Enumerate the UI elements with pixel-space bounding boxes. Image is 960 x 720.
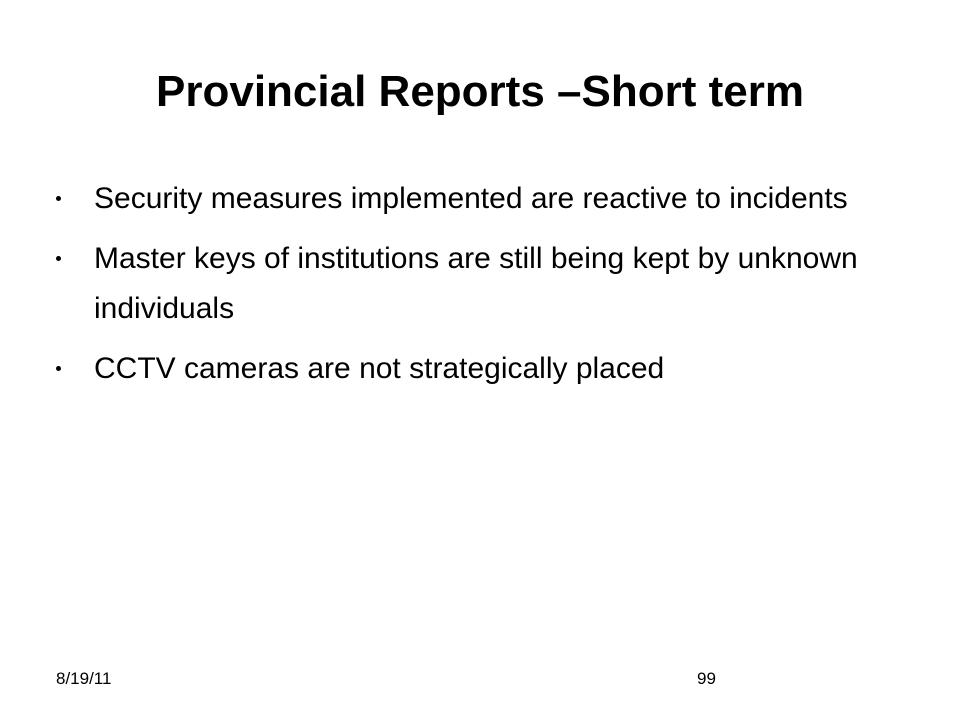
bullet-text: Master keys of institutions are still being kept by unknown individuals (94, 242, 858, 325)
footer-date: 8/19/11 (56, 669, 112, 688)
bullet-dot-icon (56, 196, 61, 201)
bullet-list (56, 174, 896, 404)
bullet-text: CCTV cameras are not strategically placed (94, 352, 665, 385)
bullet-dot-icon (56, 366, 61, 371)
slide-title: Provincial Reports –Short term (156, 67, 804, 116)
bullet-item (56, 344, 896, 394)
bullet-item (56, 234, 896, 334)
page-number: 99 (697, 669, 716, 688)
bullet-dot-icon (56, 256, 61, 261)
bullet-item (56, 174, 896, 224)
bullet-text: Security measures implemented are reactive to incidents (94, 182, 848, 215)
